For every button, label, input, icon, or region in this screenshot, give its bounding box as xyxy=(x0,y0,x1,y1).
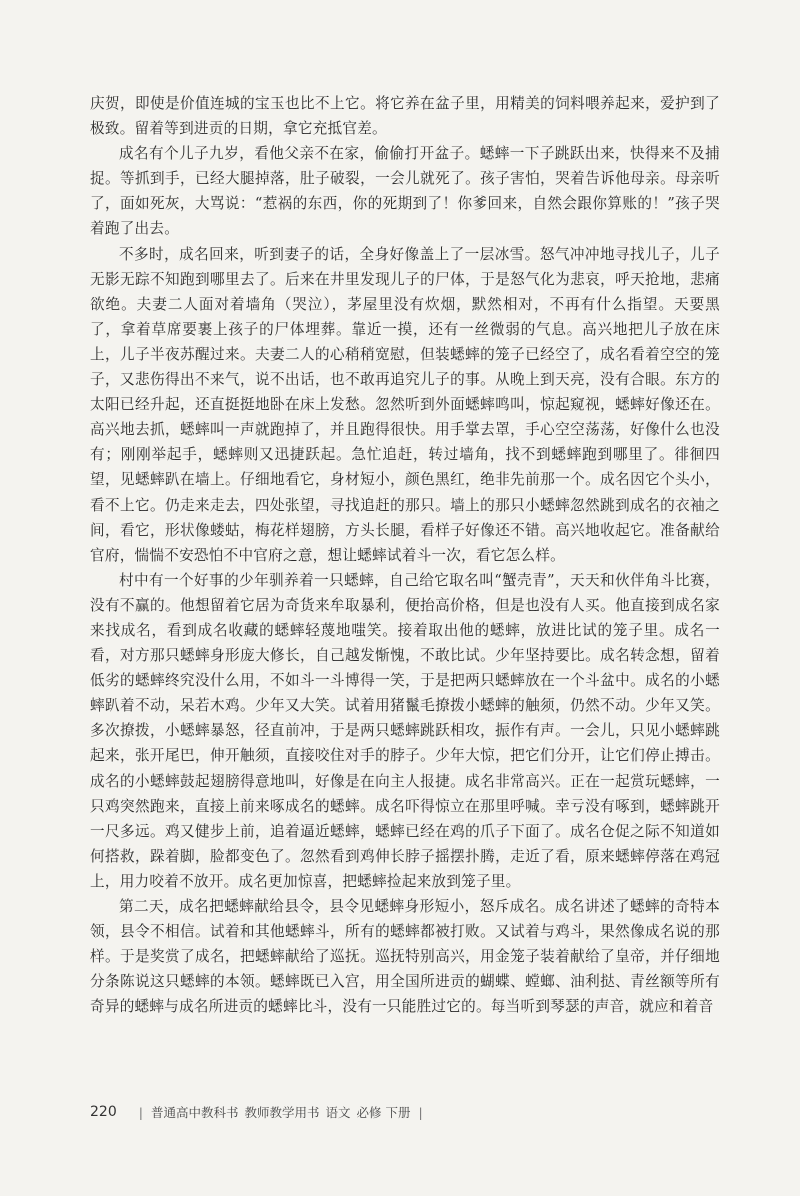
paragraph-3: 不多时，成名回来，听到妻子的话，全身好像盖上了一层冰雪。怒气冲冲地寻找儿子，儿子无影无踪不知跑到哪里去了。后来在井里发现儿子的尸体，于是怒气化为悲哀，呼天抢地，悲痛欲绝。夫妻二人面对着墙角（哭泣），茅屋里没有炊烟，默然相对，不再有什么指望。天要黑了，拿着草席要裹上孩子的尸体埋葬。靠近一摸，还有一丝微弱的气息。高兴地把儿子放在床上，儿子半夜苏醒过来。夫妻二人的心稍稍宽慰，但装蟋蟀的笼子已经空了，成名看着空空的笼子，又悲伤得出不来气，说不出话，也不敢再追究儿子的事。从晚上到天亮，没有合眼。东方的太阳已经升起，还直挺挺地卧在床上发愁。忽然听到外面蟋蟀鸣叫，惊起窥视，蟋蟀好像还在。高兴地去抓，蟋蟀叫一声就跑掉了，并且跑得很快。用手掌去罩，手心空空荡荡，好像什么也没有；刚刚举起手，蟋蟀则又迅捷跃起。急忙追赶，转过墙角，找不到蟋蟀跑到哪里了。徘徊四望，见蟋蟀趴在墙上。仔细地看它，身材短小，颜色黑红，绝非先前那一个。成名因它个头小，看不上它。仍走来走去，四处张望，寻找追赶的那只。墙上的那只小蟋蟀忽然跳到成名的衣袖之间，看它，形状像蝼蛄，梅花样翅膀，方头长腿，看样子好像还不错。高兴地收起它。准备献给官府，惴惴不安恐怕不中官府之意，想让蟋蟀试着斗一次，看它怎么样。 xyxy=(90,245,720,564)
footer-separator: | xyxy=(138,1104,143,1120)
body-text xyxy=(90,91,720,1019)
book-subject: 语文 xyxy=(325,1105,351,1120)
book-volume: 必修 下册 xyxy=(356,1105,411,1120)
paragraph-5: 第二天，成名把蟋蟀献给县令，县令见蟋蟀身形短小，怒斥成名。成名讲述了蟋蟀的奇特本领，县令不相信。试着和其他蟋蟀斗，所有的蟋蟀都被打败。又试着与鸡斗，果然像成名说的那样。于是奖赏了成名，把蟋蟀献给了巡抚。巡抚特别高兴，用金笼子装着献给了皇帝，并仔细地分条陈说这只蟋蟀的本领。蟋蟀既已入宫，用全国所进贡的蝴蝶、螳螂、油利挞、青丝额等所有奇异的蟋蟀与成名所进贡的蟋蟀比斗，没有一只能胜过它的。每当听到琴瑟的声音，就应和着音 xyxy=(90,898,720,1016)
book-type: 教师教学用书 xyxy=(244,1105,320,1120)
book-name: 普通高中教科书 xyxy=(150,1105,239,1120)
page-number: 220 xyxy=(90,1104,117,1120)
page-footer xyxy=(90,1100,431,1124)
paragraph-1: 庆贺，即使是价值连城的宝玉也比不上它。将它养在盆子里，用精美的饲料喂养起来，爱护到了极致。留着等到进贡的日期，拿它充抵官差。 xyxy=(90,95,720,138)
footer-separator-end: | xyxy=(418,1104,423,1120)
paragraph-4: 村中有一个好事的少年驯养着一只蟋蟀，自己给它取名叫“蟹壳青”，天天和伙伴角斗比赛，没有不赢的。他想留着它居为奇货来牟取暴利，便抬高价格，但是也没有人买。他直接到成名家来找成名，看到成名收藏的蟋蟀轻蔑地嗤笑。接着取出他的蟋蟀，放进比试的笼子里。成名一看，对方那只蟋蟀身形庞大修长，自己越发惭愧，不敢比试。少年坚持要比。成名转念想，留着低劣的蟋蟀终究没什么用，不如斗一斗博得一笑，于是把两只蟋蟀放在一个斗盆中。成名的小蟋蟀趴着不动，呆若木鸡。少年又大笑。试着用猪鬣毛撩拨小蟋蟀的触须，仍然不动。少年又笑。多次撩拨，小蟋蟀暴怒，径直前冲，于是两只蟋蟀跳跃相攻，振作有声。一会儿，只见小蟋蟀跳起来，张开尾巴，伸开触须，直接咬住对手的脖子。少年大惊，把它们分开，让它们停止搏击。成名的小蟋蟀鼓起翅膀得意地叫，好像是在向主人报捷。成名非常高兴。正在一起赏玩蟋蟀，一只鸡突然跑来，直接上前来啄成名的蟋蟀。成名吓得惊立在那里呼喊。幸亏没有啄到，蟋蟀跳开一尺多远。鸡又健步上前，追着逼近蟋蟀，蟋蟀已经在鸡的爪子下面了。成名仓促之际不知道如何搭救，跺着脚，脸都变色了。忽然看到鸡伸长脖子摇摆扑腾，走近了看，原来蟋蟀停落在鸡冠上，用力咬着不放开。成名更加惊喜，把蟋蟀捡起来放到笼子里。 xyxy=(90,571,720,890)
paragraph-2: 成名有个儿子九岁，看他父亲不在家，偷偷打开盆子。蟋蟀一下子跳跃出来，快得来不及捕捉。等抓到手，已经大腿掉落，肚子破裂，一会儿就死了。孩子害怕，哭着告诉他母亲。母亲听了，面如死灰，大骂说：“惹祸的东西，你的死期到了！你爹回来，自然会跟你算账的！”孩子哭着跑了出去。 xyxy=(90,145,720,238)
